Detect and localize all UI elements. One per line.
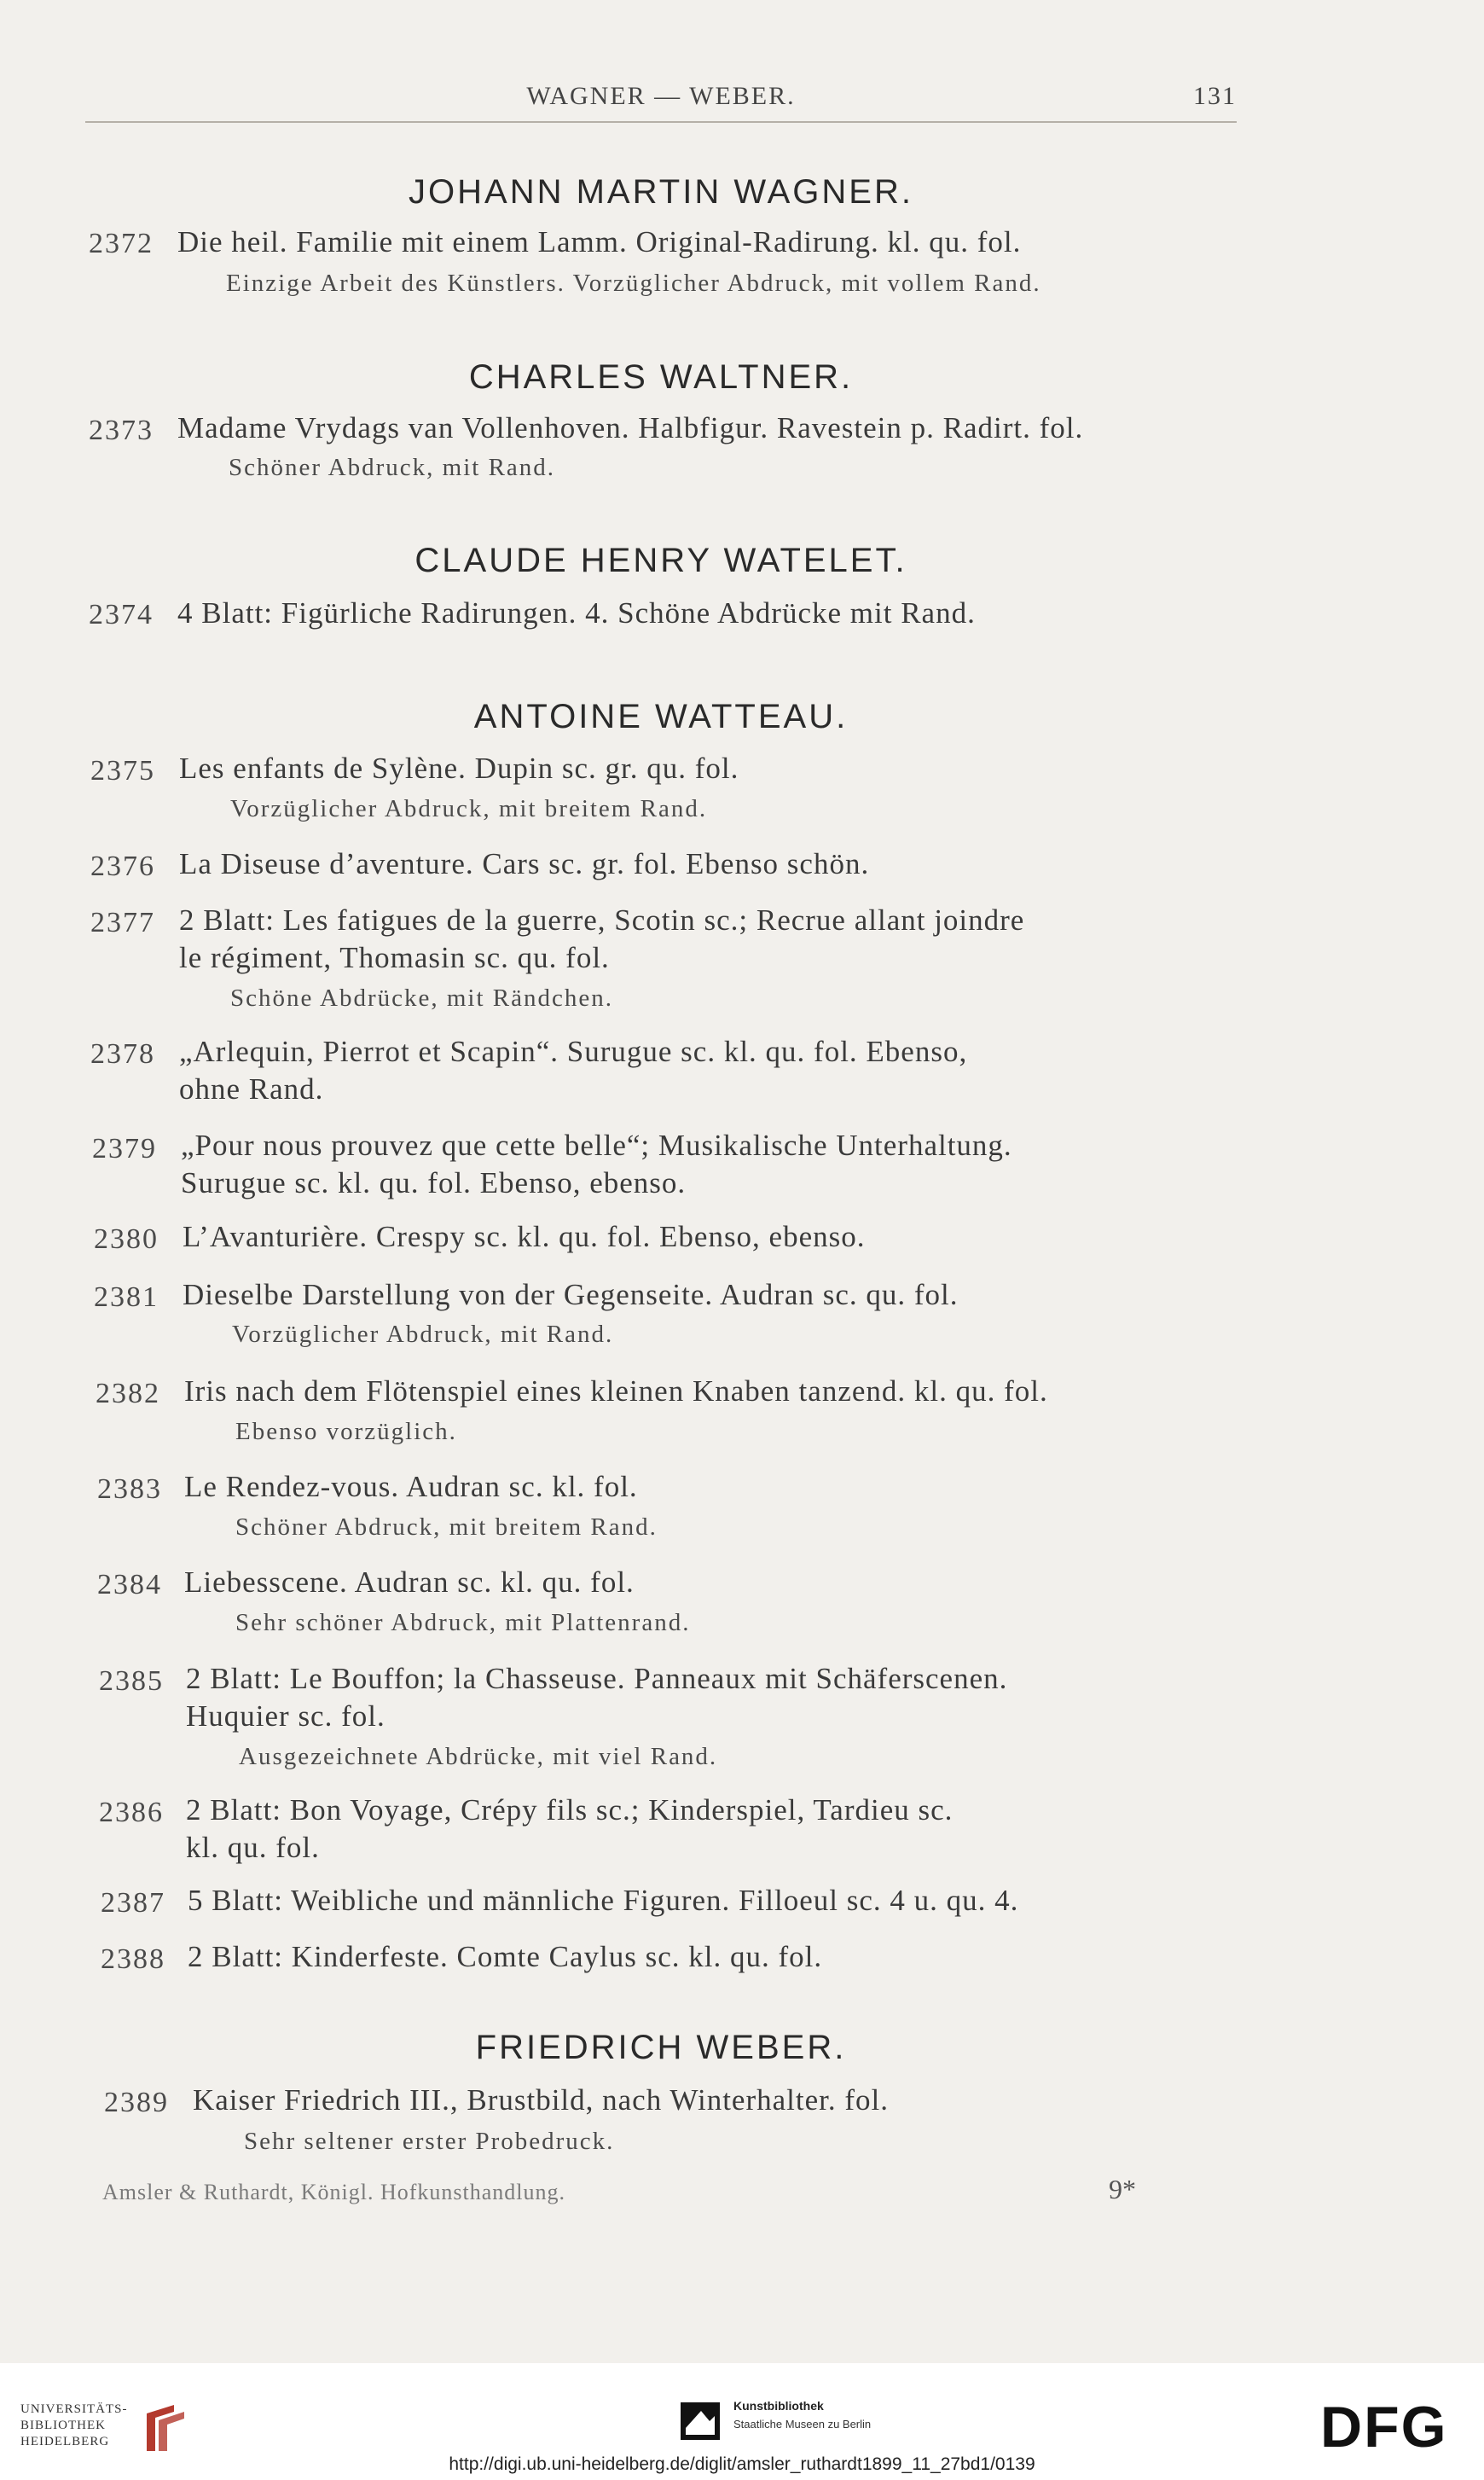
- entry-text: 2 Blatt: Les fatigues de la guerre, Scotin sc.; Recrue allant joindre: [179, 903, 1025, 937]
- entry-text: Liebesscene. Audran sc. kl. qu. fol.: [184, 1565, 635, 1599]
- entry-number: 2383: [97, 1473, 162, 1505]
- ub-heidelberg-logo[interactable]: [20, 2402, 183, 2453]
- footer-publisher: Amsler & Ruthardt, Königl. Hofkunsthandlung.: [102, 2180, 566, 2204]
- page-number: 131: [1193, 82, 1237, 110]
- entry-number: 2377: [90, 907, 155, 938]
- entry-note: Vorzüglicher Abdruck, mit breitem Rand.: [230, 795, 708, 822]
- entry-note: Ebenso vorzüglich.: [235, 1418, 457, 1445]
- entry-number: 2389: [104, 2087, 169, 2118]
- entry-note: Ausgezeichnete Abdrücke, mit viel Rand.: [239, 1743, 718, 1770]
- entry-number: 2384: [97, 1569, 162, 1600]
- permalink-url[interactable]: http://digi.ub.uni-heidelberg.de/diglit/amsler_ruthardt1899_11_27bd1/0139: [449, 2454, 1035, 2474]
- entry-note: Einzige Arbeit des Künstlers. Vorzüglicher Abdruck, mit vollem Rand.: [226, 270, 1041, 297]
- section-heading-waltner: CHARLES WALTNER.: [468, 358, 854, 396]
- entry-number: 2373: [89, 415, 154, 446]
- entry-number: 2387: [101, 1887, 165, 1919]
- ub-heidelberg-logo-icon: [140, 2402, 191, 2453]
- section-heading-watelet: CLAUDE HENRY WATELET.: [414, 542, 907, 579]
- section-heading-wagner: JOHANN MARTIN WAGNER.: [409, 173, 913, 211]
- kunstbibliothek-logo-icon: [681, 2402, 720, 2440]
- entry-text: „Pour nous prouvez que cette belle“; Musikalische Unterhaltung.: [181, 1129, 1012, 1162]
- section-heading-weber: FRIEDRICH WEBER.: [475, 2029, 847, 2066]
- running-head: [85, 78, 1237, 123]
- entry-continuation: Huquier sc. fol.: [186, 1699, 385, 1733]
- entry-number: 2385: [99, 1665, 164, 1697]
- entry-text: Le Rendez-vous. Audran sc. kl. fol.: [184, 1470, 638, 1503]
- entry-number: 2379: [92, 1133, 157, 1164]
- entry-note: Sehr seltener erster Probedruck.: [244, 2128, 615, 2155]
- entry-text: Madame Vrydags van Vollenhoven. Halbfigur. Ravestein p. Radirt. fol.: [177, 411, 1084, 444]
- ub-line-3: HEIDELBERG: [20, 2435, 110, 2448]
- entry-text: 5 Blatt: Weibliche und männliche Figuren. Filloeul sc. 4 u. qu. 4.: [188, 1884, 1019, 1917]
- entry-number: 2382: [96, 1378, 160, 1409]
- entry-text: La Diseuse d’aventure. Cars sc. gr. fol. Ebenso schön.: [179, 847, 870, 880]
- entry-note: Schöne Abdrücke, mit Rändchen.: [230, 984, 613, 1012]
- entry-text: Dieselbe Darstellung von der Gegenseite. Audran sc. qu. fol.: [183, 1278, 959, 1311]
- entry-number: 2376: [90, 851, 155, 882]
- section-heading-watteau: ANTOINE WATTEAU.: [473, 698, 849, 735]
- entry-number: 2375: [90, 755, 155, 787]
- entry-text: 2 Blatt: Le Bouffon; la Chasseuse. Panneaux mit Schäferscenen.: [186, 1662, 1008, 1695]
- entry-text: Kaiser Friedrich III., Brustbild, nach Winterhalter. fol.: [193, 2083, 889, 2117]
- entry-text: „Arlequin, Pierrot et Scapin“. Surugue sc. kl. qu. fol. Ebenso,: [179, 1035, 968, 1068]
- entry-number: 2381: [94, 1281, 159, 1313]
- entry-continuation: Surugue sc. kl. qu. fol. Ebenso, ebenso.: [181, 1166, 687, 1199]
- entry-text: Iris nach dem Flötenspiel eines kleinen Knaben tanzend. kl. qu. fol.: [184, 1374, 1048, 1408]
- ub-heidelberg-wordmark: [20, 2402, 128, 2450]
- entry-note: Sehr schöner Abdruck, mit Plattenrand.: [235, 1609, 691, 1636]
- entry-continuation: ohne Rand.: [179, 1072, 324, 1106]
- ub-line-2: BIBLIOTHEK: [20, 2419, 106, 2432]
- entry-text: 2 Blatt: Bon Voyage, Crépy fils sc.; Kinderspiel, Tardieu sc.: [186, 1793, 954, 1827]
- ub-line-1: UNIVERSITÄTS-: [20, 2402, 128, 2416]
- entry-note: Schöner Abdruck, mit Rand.: [229, 454, 556, 481]
- running-title: WAGNER — WEBER.: [526, 82, 796, 110]
- entry-text: 2 Blatt: Kinderfeste. Comte Caylus sc. kl. qu. fol.: [188, 1940, 823, 1973]
- kunstbibliothek-logo[interactable]: [674, 2396, 930, 2447]
- kunstbibliothek-name: Kunstbibliothek: [733, 2399, 824, 2413]
- entry-note: Vorzüglicher Abdruck, mit Rand.: [232, 1321, 614, 1348]
- entry-continuation: kl. qu. fol.: [186, 1831, 320, 1864]
- entry-number: 2372: [89, 228, 154, 259]
- entry-text: Die heil. Familie mit einem Lamm. Original-Radirung. kl. qu. fol.: [177, 225, 1022, 258]
- signature-mark: 9*: [1109, 2174, 1136, 2204]
- entry-note: Schöner Abdruck, mit breitem Rand.: [235, 1513, 658, 1541]
- entry-number: 2380: [94, 1223, 159, 1255]
- entry-number: 2386: [99, 1797, 164, 1828]
- entry-text: Les enfants de Sylène. Dupin sc. gr. qu. fol.: [179, 752, 739, 785]
- entry-number: 2378: [90, 1038, 155, 1070]
- entry-number: 2388: [101, 1943, 165, 1975]
- entry-number: 2374: [89, 599, 154, 630]
- dfg-logo[interactable]: DFG: [1320, 2395, 1448, 2460]
- entry-text: L’Avanturière. Crespy sc. kl. qu. fol. Ebenso, ebenso.: [183, 1220, 866, 1253]
- entry-text: 4 Blatt: Figürliche Radirungen. 4. Schöne Abdrücke mit Rand.: [177, 596, 976, 630]
- entry-continuation: le régiment, Thomasin sc. qu. fol.: [179, 941, 610, 974]
- kunstbibliothek-subtitle: Staatliche Museen zu Berlin: [733, 2418, 872, 2431]
